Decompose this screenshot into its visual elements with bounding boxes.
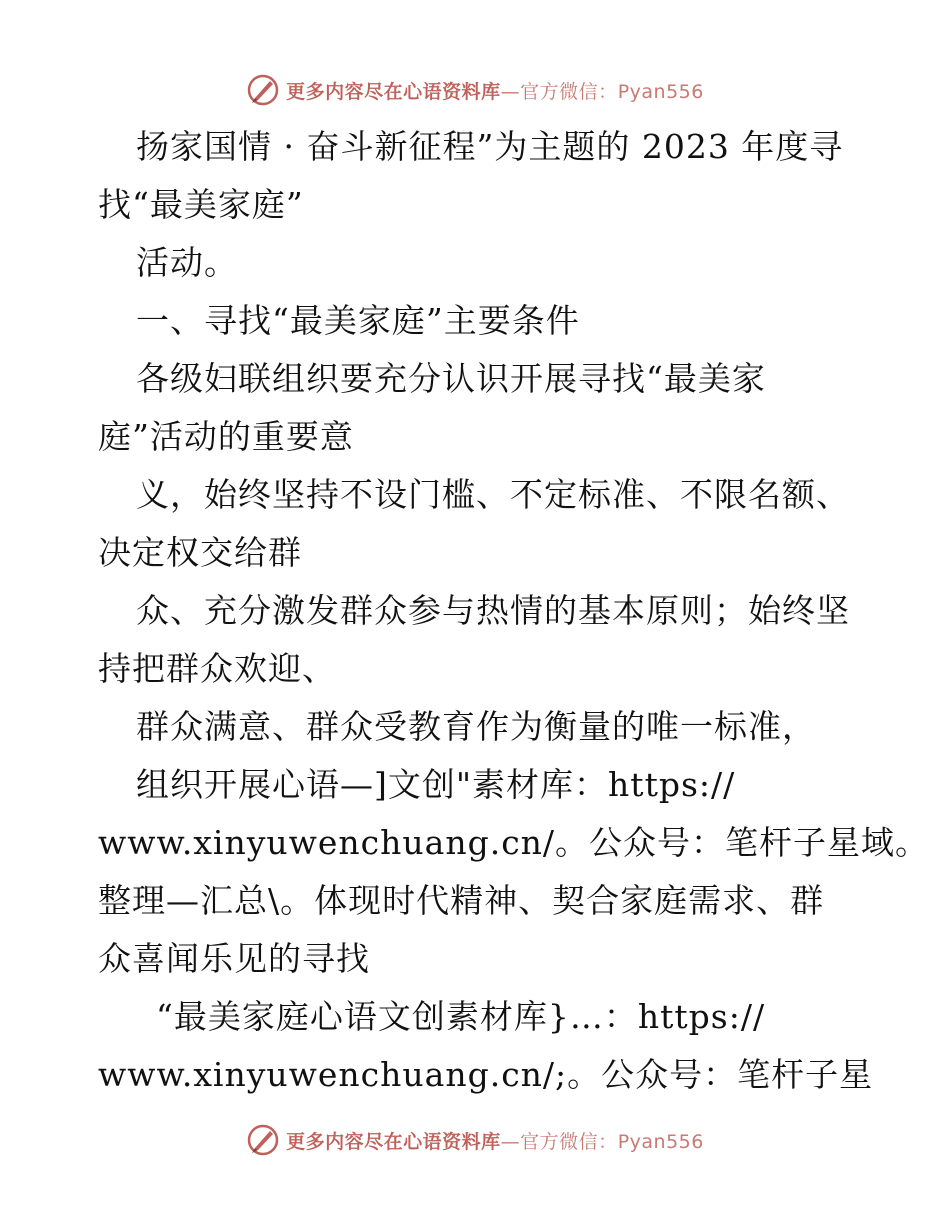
paragraph-line: 决定权交给群 — [98, 533, 302, 572]
paragraph-line: www.xinyuwenchuang.cn/。公众号：笔杆子星域。 — [98, 823, 930, 862]
paragraph-line: “最美家庭心语文创素材库}…：https:// — [156, 997, 766, 1036]
footer-watermark-banner — [0, 1120, 950, 1160]
watermark-dash: — — [500, 80, 521, 103]
paragraph-line: 整理—汇总\。体现时代精神、契合家庭需求、群 — [98, 881, 825, 920]
paragraph-line: 庭”活动的重要意 — [98, 417, 354, 456]
watermark-wechat-id: Pyan556 — [617, 1130, 704, 1153]
watermark-wechat-label: 官方微信： — [520, 80, 618, 103]
quill-pen-logo-icon — [246, 73, 280, 107]
paragraph-line: 扬家国情 · 奋斗新征程”为主题的 2023 年度寻 — [136, 127, 844, 166]
paragraph-line: 众、充分激发群众参与热情的基本原则；始终坚 — [136, 591, 850, 630]
paragraph-line: 众喜闻乐见的寻找 — [98, 939, 370, 978]
watermark-site-text: 更多内容尽在心语资料库 — [286, 1130, 501, 1153]
watermark-dash: — — [500, 1130, 521, 1153]
paragraph-line: www.xinyuwenchuang.cn/;。公众号：笔杆子星 — [98, 1055, 874, 1094]
paragraph-line: 找“最美家庭” — [98, 185, 304, 224]
paragraph-line: 组织开展心语—]文创"素材库：https:// — [136, 765, 736, 804]
paragraph-line: 各级妇联组织要充分认识开展寻找“最美家 — [136, 359, 766, 398]
watermark-wechat-label: 官方微信： — [520, 1130, 618, 1153]
paragraph-line: 群众满意、群众受教育作为衡量的唯一标准， — [136, 707, 816, 746]
section-heading: 一、寻找“最美家庭”主要条件 — [136, 301, 580, 340]
paragraph-line: 活动。 — [136, 243, 238, 282]
header-watermark-banner — [0, 70, 950, 110]
quill-pen-logo-icon — [246, 1123, 280, 1157]
paragraph-line: 义，始终坚持不设门槛、不定标准、不限名额、 — [136, 475, 850, 514]
watermark-wechat-id: Pyan556 — [617, 80, 704, 103]
watermark-text — [286, 1127, 704, 1154]
watermark-text — [286, 77, 704, 104]
paragraph-line: 持把群众欢迎、 — [98, 649, 336, 688]
watermark-site-text: 更多内容尽在心语资料库 — [286, 80, 501, 103]
document-body — [98, 118, 930, 1104]
